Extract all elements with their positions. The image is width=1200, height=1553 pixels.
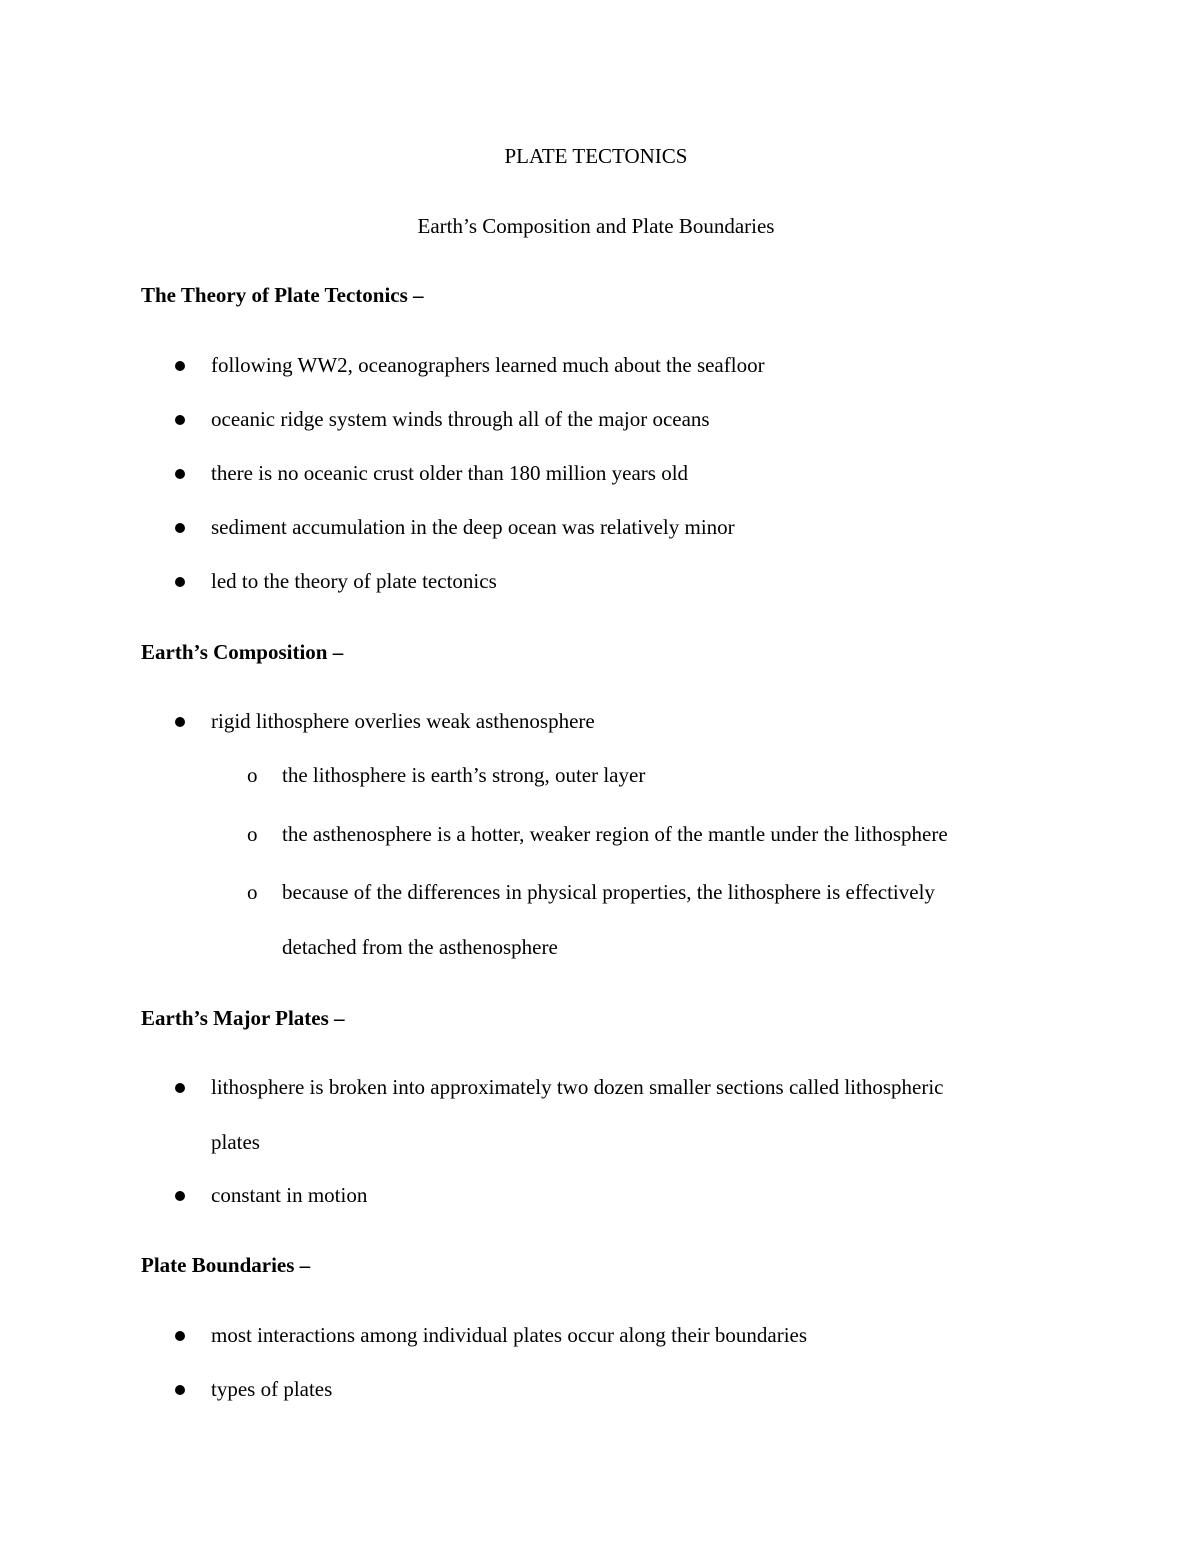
- bullet-icon: [175, 523, 185, 533]
- list-item: oceanic ridge system winds through all of the major oceans: [211, 407, 710, 431]
- list-item-continuation: plates: [211, 1130, 260, 1154]
- sub-bullet-icon: o: [247, 822, 258, 846]
- list-item: rigid lithosphere overlies weak asthenosphere: [211, 709, 595, 733]
- bullet-icon: [175, 469, 185, 479]
- section-heading-plate-boundaries: Plate Boundaries –: [141, 1253, 311, 1277]
- section-heading-composition: Earth’s Composition –: [141, 640, 344, 664]
- sub-list-item: the lithosphere is earth’s strong, outer layer: [282, 763, 646, 787]
- section-heading-major-plates: Earth’s Major Plates –: [141, 1006, 345, 1030]
- bullet-icon: [175, 361, 185, 371]
- list-item: most interactions among individual plates occur along their boundaries: [211, 1323, 808, 1347]
- sub-bullet-icon: o: [247, 880, 258, 904]
- section-heading-theory: The Theory of Plate Tectonics –: [141, 283, 424, 307]
- bullet-icon: [175, 717, 185, 727]
- list-item: lithosphere is broken into approximately two dozen smaller sections called lithospheric: [211, 1075, 944, 1099]
- list-item: sediment accumulation in the deep ocean was relatively minor: [211, 515, 735, 539]
- bullet-icon: [175, 415, 185, 425]
- sub-bullet-icon: o: [247, 763, 258, 787]
- sub-list-item: because of the differences in physical properties, the lithosphere is effectively: [282, 880, 935, 904]
- page-title: PLATE TECTONICS: [504, 144, 688, 168]
- sub-list-item: the asthenosphere is a hotter, weaker region of the mantle under the lithosphere: [282, 822, 948, 846]
- bullet-icon: [175, 577, 185, 587]
- sub-list-item-continuation: detached from the asthenosphere: [282, 935, 558, 959]
- page-subtitle: Earth’s Composition and Plate Boundaries: [417, 214, 775, 238]
- bullet-icon: [175, 1385, 185, 1395]
- list-item: led to the theory of plate tectonics: [211, 569, 497, 593]
- list-item: constant in motion: [211, 1183, 368, 1207]
- list-item: there is no oceanic crust older than 180 million years old: [211, 461, 689, 485]
- list-item: following WW2, oceanographers learned much about the seafloor: [211, 353, 765, 377]
- bullet-icon: [175, 1083, 185, 1093]
- bullet-icon: [175, 1331, 185, 1341]
- list-item: types of plates: [211, 1377, 333, 1401]
- bullet-icon: [175, 1191, 185, 1201]
